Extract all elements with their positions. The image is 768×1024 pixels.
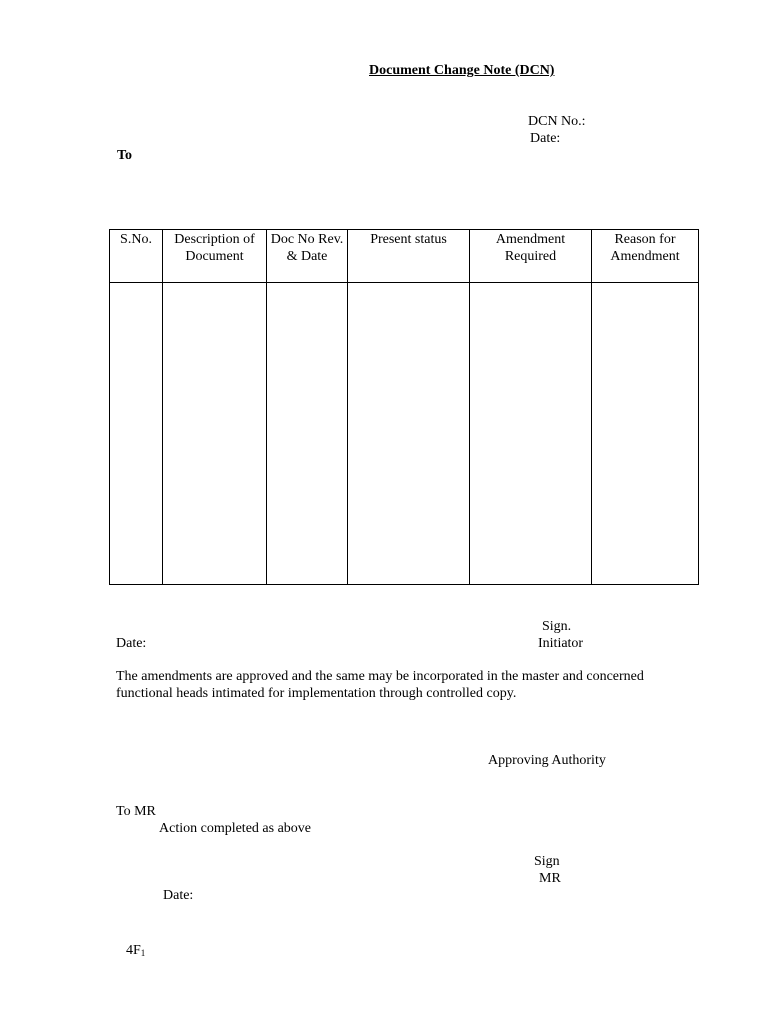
column-header-description: Description of Document xyxy=(163,230,267,283)
initiator-role: Initiator xyxy=(538,636,584,651)
mr-role: MR xyxy=(539,871,561,886)
dcn-number-label: DCN No.: xyxy=(528,114,586,129)
to-mr-label: To MR xyxy=(116,804,156,819)
column-header-doc-no: Doc No Rev. & Date xyxy=(267,230,348,283)
mr-date-label: Date: xyxy=(163,888,194,903)
table-row xyxy=(110,283,699,585)
form-code-main: 4F xyxy=(126,943,141,958)
table-cell[interactable] xyxy=(470,283,592,585)
table-cell[interactable] xyxy=(110,283,163,585)
approving-authority-label: Approving Authority xyxy=(488,753,606,768)
table-cell[interactable] xyxy=(348,283,470,585)
column-header-reason: Reason for Amendment xyxy=(592,230,699,283)
dcn-table xyxy=(109,229,699,585)
form-code xyxy=(126,942,145,962)
page-title: Document Change Note (DCN) xyxy=(369,63,555,78)
approval-paragraph: The amendments are approved and the same may be incorporated in the master and concerned functional heads intimated for implementation through controlled copy. xyxy=(116,669,644,701)
dcn-date-label: Date: xyxy=(530,131,561,146)
initiator-sign-label: Sign. xyxy=(542,619,572,634)
table-cell[interactable] xyxy=(267,283,348,585)
action-completed-text: Action completed as above xyxy=(159,821,312,836)
to-label: To xyxy=(117,148,133,163)
column-header-present-status: Present status xyxy=(348,230,470,283)
table-cell[interactable] xyxy=(592,283,699,585)
column-header-sno: S.No. xyxy=(110,230,163,283)
column-header-amendment-required: Amendment Required xyxy=(470,230,592,283)
table-header-row xyxy=(110,230,699,283)
initiator-date-label: Date: xyxy=(116,636,147,651)
form-code-subscript: 1 xyxy=(140,948,146,958)
mr-sign-label: Sign xyxy=(534,854,560,869)
table-cell[interactable] xyxy=(163,283,267,585)
